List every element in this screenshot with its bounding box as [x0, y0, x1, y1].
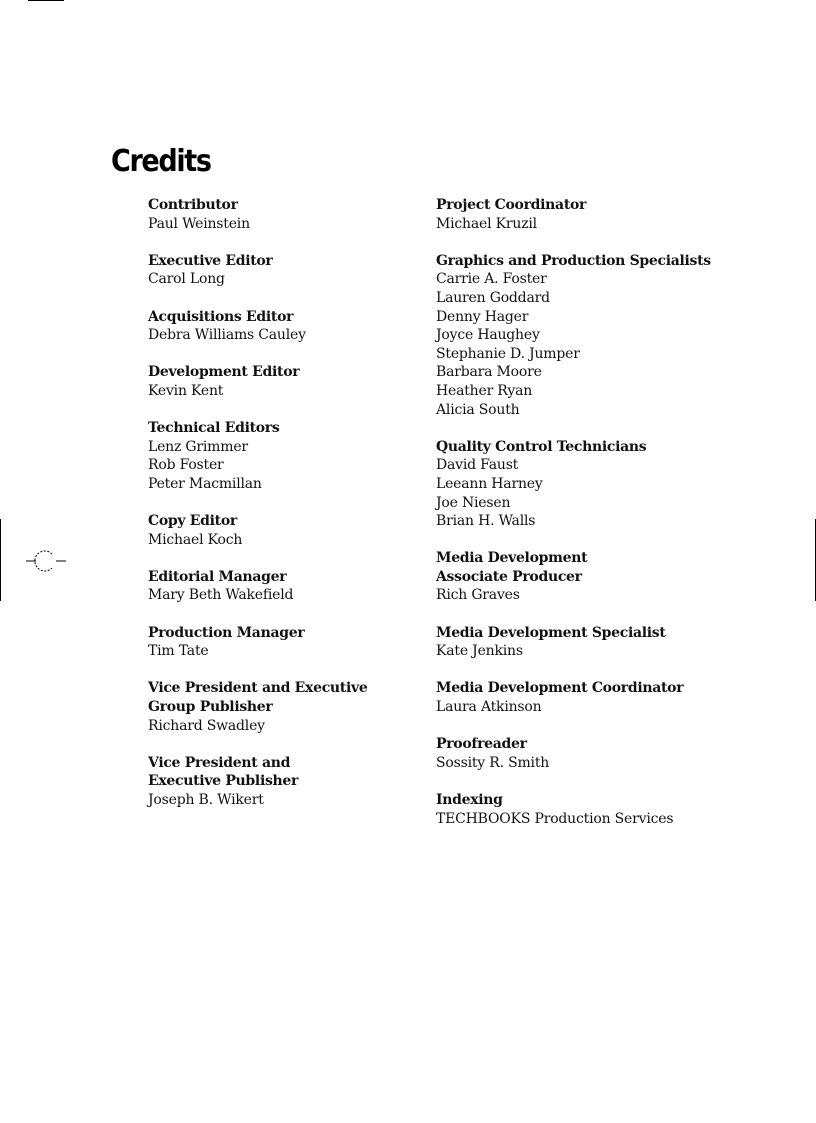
- credit-role: Development Editor: [148, 364, 300, 381]
- credit-group: [148, 754, 418, 810]
- credit-group: [148, 252, 418, 289]
- credit-names: Carrie A. Foster Lauren Goddard Denny Hager Joyce Haughey Stephanie D. Jumper Barbara Moore Heather Ryan Alicia South: [436, 271, 580, 418]
- credit-group: [148, 512, 418, 549]
- credit-group: [148, 419, 418, 493]
- credit-role: Indexing: [436, 792, 503, 808]
- credit-group: [148, 568, 418, 605]
- credit-role: Executive Editor: [148, 252, 273, 269]
- credit-names: Mary Beth Wakefield: [148, 587, 294, 604]
- credit-group: [436, 549, 806, 605]
- credit-role: Acquisitions Editor: [148, 308, 294, 325]
- page-title: Credits: [111, 144, 211, 179]
- credit-role: Technical Editors: [148, 420, 280, 437]
- credit-names: Carol Long: [148, 271, 225, 288]
- credit-role: Media Development Coordinator: [436, 680, 684, 697]
- credit-names: David Faust Leeann Harney Joe Niesen Brian H. Walls: [436, 457, 543, 530]
- credit-names: Laura Atkinson: [436, 699, 542, 716]
- credits-right-column: [436, 196, 806, 847]
- credit-group: [148, 308, 418, 345]
- credit-role: Media Development Specialist: [436, 624, 666, 641]
- credit-names: Michael Koch: [148, 531, 243, 548]
- credit-names: Debra Williams Cauley: [148, 327, 306, 344]
- credit-role: Contributor: [148, 197, 238, 213]
- trim-mark-top: [28, 0, 64, 1]
- credit-names: Joseph B. Wikert: [148, 792, 264, 808]
- credit-role: Quality Control Technicians: [436, 438, 647, 455]
- credit-group: [148, 624, 418, 661]
- credit-role: Media Development Associate Producer: [436, 550, 588, 585]
- credit-group: [148, 679, 418, 735]
- credit-names: Rich Graves: [436, 587, 520, 604]
- registration-mark-icon: [26, 549, 66, 573]
- credit-role: Proofreader: [436, 736, 527, 753]
- credit-names: Sossity R. Smith: [436, 754, 550, 771]
- credit-names: Paul Weinstein: [148, 215, 250, 232]
- credit-names: Michael Kruzil: [436, 215, 537, 232]
- credit-group: [436, 438, 806, 531]
- credit-role: Vice President and Executive Group Publisher: [148, 680, 368, 716]
- credit-group: [148, 196, 418, 233]
- credit-group: [436, 735, 806, 772]
- credit-group: [436, 252, 806, 419]
- credits-left-column: [148, 196, 418, 828]
- credit-names: TECHBOOKS Production Services: [436, 810, 674, 827]
- credit-group: [436, 679, 806, 716]
- credit-names: Tim Tate: [148, 643, 209, 660]
- credit-group: [148, 363, 418, 400]
- credit-group: [436, 791, 806, 828]
- trim-mark-left: [0, 519, 1, 601]
- credit-group: [436, 624, 806, 661]
- credit-names: Kate Jenkins: [436, 643, 523, 660]
- credit-names: Lenz Grimmer Rob Foster Peter Macmillan: [148, 438, 262, 492]
- credit-role: Vice President and Executive Publisher: [148, 754, 299, 790]
- credit-role: Copy Editor: [148, 513, 237, 530]
- credit-role: Graphics and Production Specialists: [436, 252, 711, 269]
- credit-role: Project Coordinator: [436, 197, 587, 213]
- credit-role: Production Manager: [148, 624, 305, 641]
- credit-role: Editorial Manager: [148, 568, 287, 585]
- credit-names: Richard Swadley: [148, 717, 265, 734]
- credit-group: [436, 196, 806, 233]
- credit-names: Kevin Kent: [148, 382, 224, 399]
